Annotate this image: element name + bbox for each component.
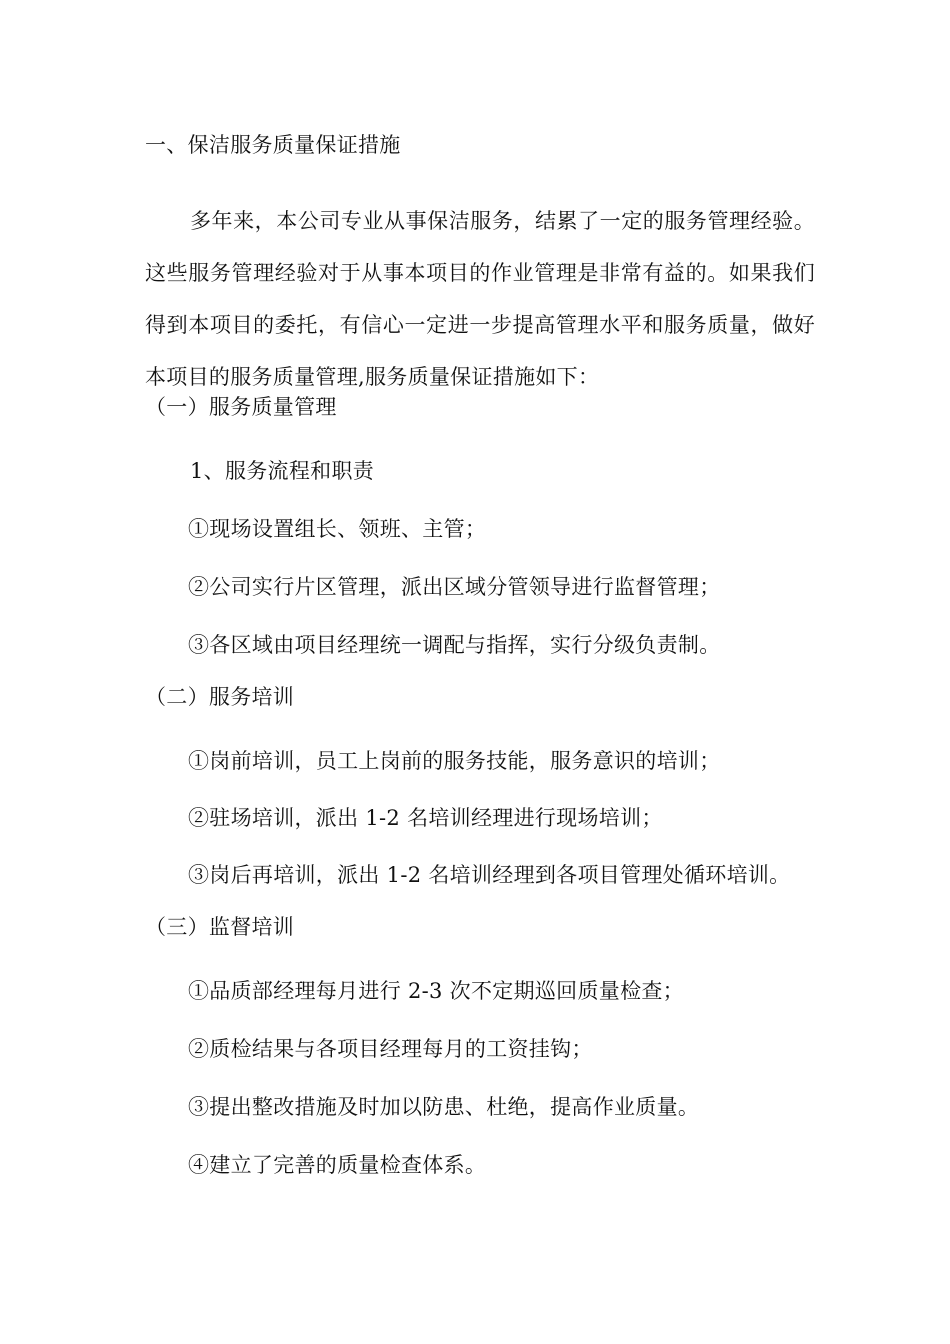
section-title: 一、保洁服务质量保证措施 <box>145 133 401 157</box>
sub3-item: ①品质部经理每月进行 2-3 次不定期巡回质量检查； <box>188 979 684 1003</box>
sub3-heading: （三）监督培训 <box>145 915 295 939</box>
sub2-item: ②驻场培训，派出 1-2 名培训经理进行现场培训； <box>188 806 663 830</box>
sub1-item: ②公司实行片区管理，派出区域分管领导进行监督管理； <box>188 575 721 599</box>
sub2-item: ③岗后再培训，派出 1-2 名培训经理到各项目管理处循环培训。 <box>188 863 791 887</box>
sub2-heading: （二）服务培训 <box>145 685 295 709</box>
intro-paragraph: 多年来，本公司专业从事保洁服务，结累了一定的服务管理经验。这些服务管理经验对于从事本项目的作业管理是非常有益的。如果我们得到本项目的委托，有信心一定进一步提高管理水平和服务质量，做好本项目的服务质量管理,服务质量保证措施如下： <box>145 209 815 389</box>
sub3-item: ③提出整改措施及时加以防患、杜绝，提高作业质量。 <box>188 1095 700 1119</box>
sub1-item: ①现场设置组长、领班、主管； <box>188 517 487 541</box>
sub2-item: ①岗前培训，员工上岗前的服务技能，服务意识的培训； <box>188 749 721 773</box>
sub1-item: ③各区域由项目经理统一调配与指挥，实行分级负责制。 <box>188 633 721 657</box>
sub3-item: ④建立了完善的质量检查体系。 <box>188 1153 487 1177</box>
sub1-heading: （一）服务质量管理 <box>145 395 337 419</box>
sub3-item: ②质检结果与各项目经理每月的工资挂钩； <box>188 1037 593 1061</box>
sub1-item-heading: 1、服务流程和职责 <box>190 459 375 483</box>
